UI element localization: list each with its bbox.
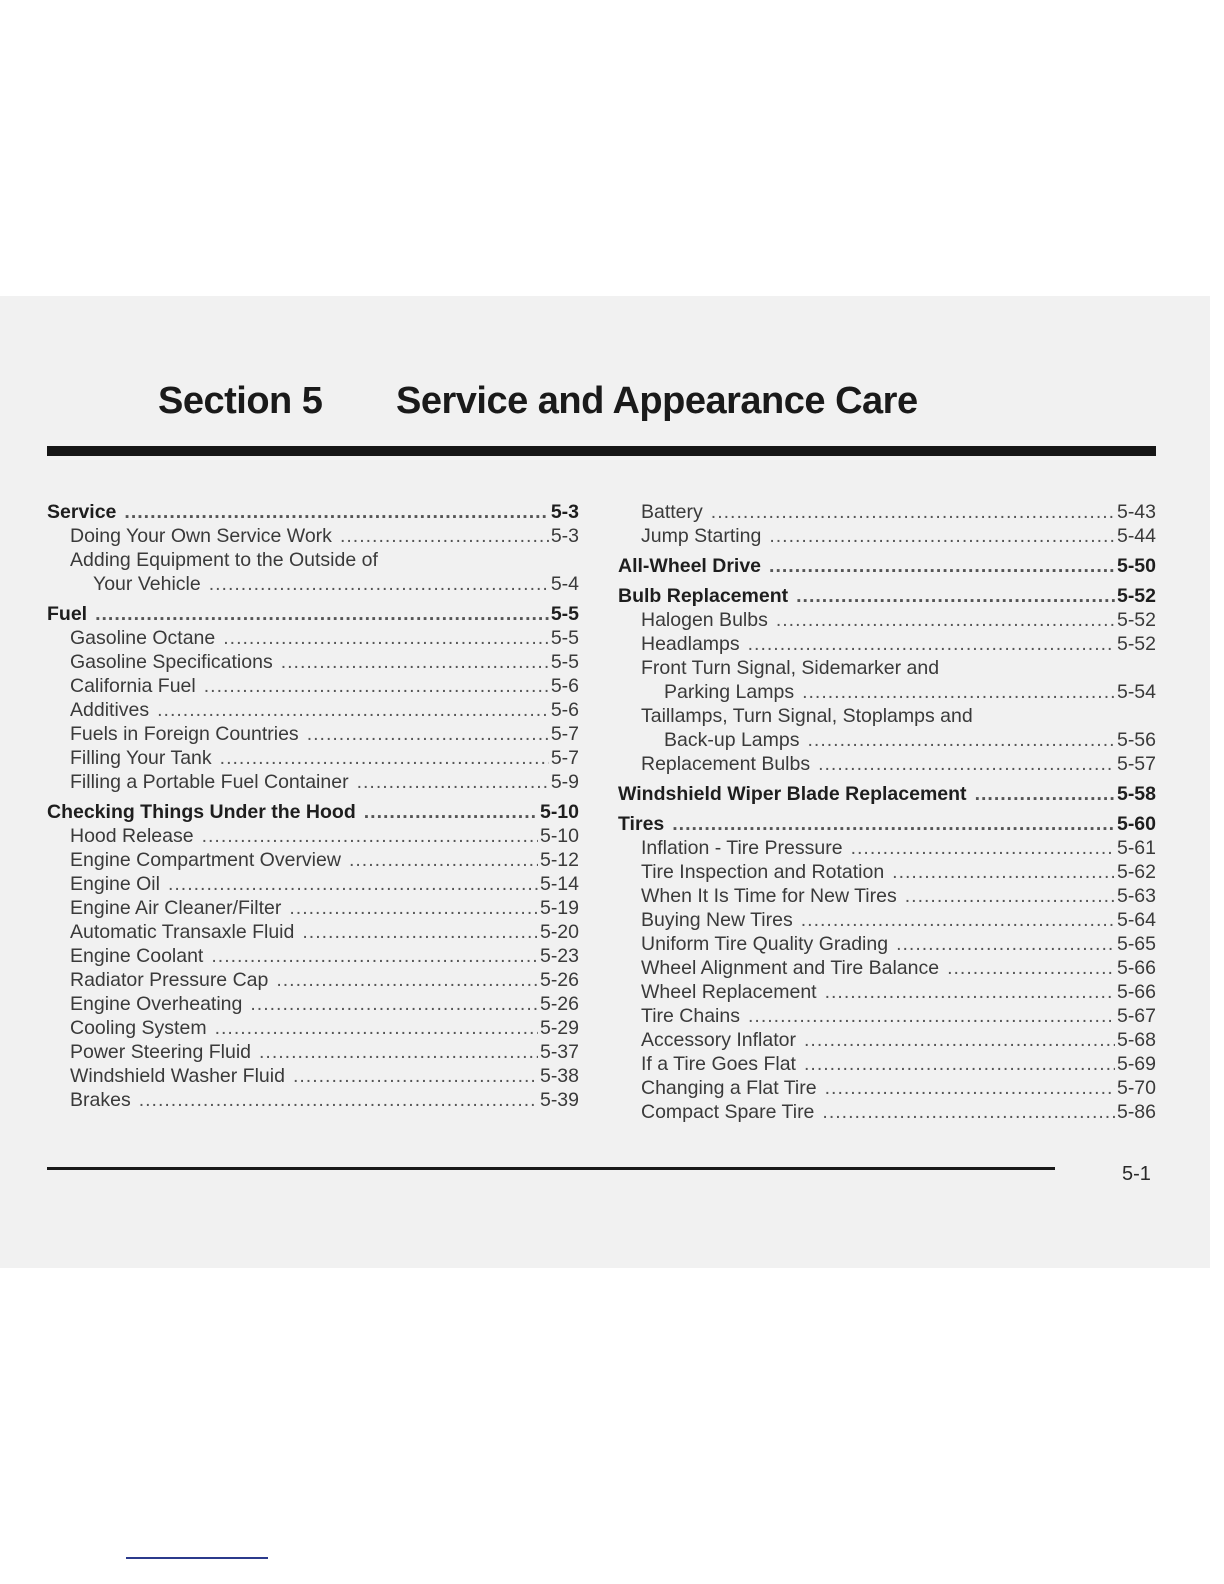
toc-entry[interactable] xyxy=(47,896,579,920)
toc-entry-page: 5-58 xyxy=(1116,783,1156,805)
toc-entry-page: 5-6 xyxy=(550,699,579,721)
toc-entry-label: Battery xyxy=(641,501,703,523)
toc-entry[interactable] xyxy=(618,608,1156,632)
toc-entry[interactable] xyxy=(47,524,579,548)
section-title: Service and Appearance Care xyxy=(396,380,918,422)
dot-leader xyxy=(95,602,549,626)
toc-entry[interactable] xyxy=(47,1064,579,1088)
toc-right-column xyxy=(618,500,1156,1124)
toc-entry-label: Your Vehicle xyxy=(93,573,201,595)
toc-entry-text: Front Turn Signal, Sidemarker and xyxy=(641,657,940,679)
toc-entry-label: Automatic Transaxle Fluid xyxy=(70,921,295,943)
toc-entry-label: Compact Spare Tire xyxy=(641,1101,815,1123)
dot-leader xyxy=(357,770,549,794)
toc-entry[interactable] xyxy=(47,920,579,944)
toc-entry-label: Gasoline Octane xyxy=(70,627,216,649)
toc-entry-label: Buying New Tires xyxy=(641,909,793,931)
toc-entry-label: Brakes xyxy=(70,1089,131,1111)
dot-leader xyxy=(302,920,538,944)
toc-entry-label: Engine Compartment Overview xyxy=(70,849,341,871)
toc-entry[interactable] xyxy=(618,1028,1156,1052)
toc-entry-label: Filling Your Tank xyxy=(70,747,212,769)
toc-entry-label: Back-up Lamps xyxy=(664,729,800,751)
toc-heading-entry[interactable] xyxy=(618,812,1156,836)
toc-entry-page: 5-3 xyxy=(550,501,579,523)
toc-entry[interactable] xyxy=(47,1016,579,1040)
toc-heading-entry[interactable] xyxy=(47,800,579,824)
toc-entry-page: 5-9 xyxy=(550,771,579,793)
dot-leader xyxy=(204,674,549,698)
toc-entry[interactable] xyxy=(618,500,1156,524)
dot-leader xyxy=(776,608,1115,632)
dot-leader xyxy=(223,626,549,650)
toc-entry-page: 5-52 xyxy=(1116,609,1156,631)
dot-leader xyxy=(801,908,1115,932)
toc-entry-page: 5-61 xyxy=(1116,837,1156,859)
toc-entry-page: 5-37 xyxy=(539,1041,579,1063)
toc-entry[interactable] xyxy=(618,728,1156,752)
toc-entry-label: Service xyxy=(47,501,117,523)
toc-entry-label: Inflation - Tire Pressure xyxy=(641,837,843,859)
toc-entry-page: 5-52 xyxy=(1116,633,1156,655)
toc-entry[interactable] xyxy=(618,632,1156,656)
toc-entry[interactable] xyxy=(47,872,579,896)
toc-entry-label: Checking Things Under the Hood xyxy=(47,801,356,823)
toc-entry-page: 5-39 xyxy=(539,1089,579,1111)
dot-leader xyxy=(289,896,538,920)
dot-leader xyxy=(672,812,1115,836)
toc-entry-page: 5-20 xyxy=(539,921,579,943)
toc-entry-page: 5-3 xyxy=(550,525,579,547)
toc-entry[interactable] xyxy=(618,884,1156,908)
toc-entry-page: 5-67 xyxy=(1116,1005,1156,1027)
dot-leader xyxy=(892,860,1115,884)
toc-entry[interactable] xyxy=(47,770,579,794)
toc-entry[interactable] xyxy=(618,752,1156,776)
toc-entry-text: Taillamps, Turn Signal, Stoplamps and xyxy=(641,705,973,727)
toc-entry-label: When It Is Time for New Tires xyxy=(641,885,897,907)
toc-entry-label: Tire Chains xyxy=(641,1005,740,1027)
toc-entry-page: 5-7 xyxy=(550,747,579,769)
dot-leader xyxy=(209,572,549,596)
toc-entry-label: Wheel Alignment and Tire Balance xyxy=(641,957,940,979)
toc-entry-label: Jump Starting xyxy=(641,525,762,547)
dot-leader xyxy=(711,500,1115,524)
heading-rule xyxy=(47,446,1156,456)
toc-entry-label: Hood Release xyxy=(70,825,194,847)
toc-entry-label: Fuel xyxy=(47,603,88,625)
toc-entry-page: 5-65 xyxy=(1116,933,1156,955)
dot-leader xyxy=(211,944,538,968)
toc-entry[interactable] xyxy=(618,680,1156,704)
toc-left-column xyxy=(47,500,579,1112)
toc-entry-page: 5-26 xyxy=(539,969,579,991)
dot-leader xyxy=(340,524,549,548)
dot-leader xyxy=(769,554,1115,578)
dot-leader xyxy=(802,680,1115,704)
dot-leader xyxy=(947,956,1115,980)
toc-entry-label: Headlamps xyxy=(641,633,740,655)
dot-leader xyxy=(905,884,1115,908)
toc-entry[interactable] xyxy=(47,944,579,968)
toc-entry-label: Windshield Washer Fluid xyxy=(70,1065,285,1087)
toc-entry[interactable] xyxy=(47,992,579,1016)
toc-heading-entry[interactable] xyxy=(47,602,579,626)
toc-entry-label: Replacement Bulbs xyxy=(641,753,811,775)
toc-entry-label: If a Tire Goes Flat xyxy=(641,1053,796,1075)
dot-leader xyxy=(796,584,1115,608)
dot-leader xyxy=(818,752,1115,776)
toc-entry-label: Additives xyxy=(70,699,150,721)
dot-leader xyxy=(124,500,548,524)
toc-entry-label: Engine Overheating xyxy=(70,993,243,1015)
toc-entry-label: Radiator Pressure Cap xyxy=(70,969,269,991)
toc-entry-page: 5-14 xyxy=(539,873,579,895)
toc-entry-label: Engine Coolant xyxy=(70,945,204,967)
dot-leader xyxy=(168,872,538,896)
toc-entry-page: 5-44 xyxy=(1116,525,1156,547)
toc-entry-label: Engine Oil xyxy=(70,873,160,895)
toc-entry-label: Wheel Replacement xyxy=(641,981,817,1003)
dot-leader xyxy=(293,1064,538,1088)
toc-heading-entry[interactable] xyxy=(618,584,1156,608)
dot-leader xyxy=(307,722,549,746)
toc-entry[interactable] xyxy=(618,980,1156,1004)
toc-entry-page: 5-86 xyxy=(1116,1101,1156,1123)
dot-leader xyxy=(804,1052,1115,1076)
toc-entry-page: 5-38 xyxy=(539,1065,579,1087)
toc-heading-entry[interactable] xyxy=(47,500,579,524)
toc-entry-page: 5-66 xyxy=(1116,981,1156,1003)
toc-entry[interactable] xyxy=(47,1040,579,1064)
toc-entry-page: 5-19 xyxy=(539,897,579,919)
toc-entry-text: Adding Equipment to the Outside of xyxy=(70,549,378,571)
footer-rule xyxy=(47,1167,1055,1170)
toc-entry-label: Parking Lamps xyxy=(664,681,795,703)
dot-leader xyxy=(748,632,1115,656)
toc-entry-page: 5-50 xyxy=(1116,555,1156,577)
toc-entry[interactable] xyxy=(618,956,1156,980)
toc-entry-page: 5-5 xyxy=(550,651,579,673)
dot-leader xyxy=(364,800,538,824)
dot-leader xyxy=(825,980,1115,1004)
toc-entry-label: Windshield Wiper Blade Replacement xyxy=(618,783,967,805)
dot-leader xyxy=(349,848,538,872)
dot-leader xyxy=(139,1088,538,1112)
toc-entry-page: 5-7 xyxy=(550,723,579,745)
dot-leader xyxy=(220,746,549,770)
toc-entry-label: Uniform Tire Quality Grading xyxy=(641,933,889,955)
toc-entry-page: 5-64 xyxy=(1116,909,1156,931)
dot-leader xyxy=(825,1076,1115,1100)
toc-entry-label: Doing Your Own Service Work xyxy=(70,525,332,547)
toc-entry[interactable] xyxy=(47,626,579,650)
toc-entry[interactable] xyxy=(618,932,1156,956)
dot-leader xyxy=(215,1016,538,1040)
toc-entry-page: 5-6 xyxy=(550,675,579,697)
toc-entry[interactable] xyxy=(618,908,1156,932)
toc-entry[interactable] xyxy=(47,824,579,848)
toc-heading-entry[interactable] xyxy=(618,782,1156,806)
toc-entry-label: Tires xyxy=(618,813,665,835)
toc-entry-page: 5-68 xyxy=(1116,1029,1156,1051)
toc-entry-page: 5-63 xyxy=(1116,885,1156,907)
toc-entry-label: Cooling System xyxy=(70,1017,207,1039)
toc-entry[interactable] xyxy=(618,1076,1156,1100)
toc-entry[interactable] xyxy=(618,836,1156,860)
toc-entry[interactable] xyxy=(618,1004,1156,1028)
toc-entry-page: 5-57 xyxy=(1116,753,1156,775)
toc-entry-label: California Fuel xyxy=(70,675,196,697)
section-number: Section 5 xyxy=(158,380,323,422)
dot-leader xyxy=(748,1004,1115,1028)
toc-entry-page: 5-29 xyxy=(539,1017,579,1039)
toc-entry-page: 5-66 xyxy=(1116,957,1156,979)
toc-entry-page: 5-43 xyxy=(1116,501,1156,523)
dot-leader xyxy=(276,968,538,992)
toc-entry-page: 5-23 xyxy=(539,945,579,967)
toc-entry[interactable] xyxy=(618,1052,1156,1076)
dot-leader xyxy=(822,1100,1115,1124)
toc-entry[interactable] xyxy=(47,572,579,596)
dot-leader xyxy=(157,698,549,722)
toc-entry-page: 5-62 xyxy=(1116,861,1156,883)
toc-entry-label: Accessory Inflator xyxy=(641,1029,796,1051)
toc-entry-page: 5-10 xyxy=(539,801,579,823)
toc-entry-page: 5-56 xyxy=(1116,729,1156,751)
toc-entry-page: 5-10 xyxy=(539,825,579,847)
dot-leader xyxy=(769,524,1115,548)
toc-entry[interactable] xyxy=(47,1088,579,1112)
dot-leader xyxy=(259,1040,538,1064)
toc-entry-page: 5-26 xyxy=(539,993,579,1015)
page-number: 5-1 xyxy=(1122,1163,1151,1185)
toc-entry-page: 5-54 xyxy=(1116,681,1156,703)
toc-entry-page: 5-70 xyxy=(1116,1077,1156,1099)
toc-entry-label: Changing a Flat Tire xyxy=(641,1077,817,1099)
toc-entry[interactable] xyxy=(618,1100,1156,1124)
toc-entry[interactable] xyxy=(47,722,579,746)
toc-entry-page: 5-52 xyxy=(1116,585,1156,607)
toc-entry[interactable] xyxy=(47,746,579,770)
toc-entry-label: Gasoline Specifications xyxy=(70,651,273,673)
dot-leader xyxy=(975,782,1115,806)
toc-entry[interactable] xyxy=(618,860,1156,884)
toc-entry[interactable] xyxy=(47,698,579,722)
toc-entry[interactable] xyxy=(618,524,1156,548)
toc-entry-label: Filling a Portable Fuel Container xyxy=(70,771,349,793)
toc-entry-label: All-Wheel Drive xyxy=(618,555,762,577)
toc-entry[interactable] xyxy=(47,650,579,674)
toc-entry-page: 5-4 xyxy=(550,573,579,595)
toc-entry[interactable] xyxy=(47,968,579,992)
dot-leader xyxy=(250,992,538,1016)
toc-entry[interactable] xyxy=(47,674,579,698)
dot-leader xyxy=(896,932,1115,956)
toc-entry-page: 5-5 xyxy=(550,603,579,625)
dot-leader xyxy=(851,836,1115,860)
toc-entry-label: Power Steering Fluid xyxy=(70,1041,252,1063)
toc-entry[interactable] xyxy=(47,848,579,872)
toc-entry-page: 5-69 xyxy=(1116,1053,1156,1075)
dot-leader xyxy=(807,728,1114,752)
dot-leader xyxy=(804,1028,1115,1052)
toc-entry-label: Halogen Bulbs xyxy=(641,609,768,631)
toc-entry-label: Fuels in Foreign Countries xyxy=(70,723,299,745)
toc-heading-entry[interactable] xyxy=(618,554,1156,578)
stray-link-underline xyxy=(126,1557,268,1559)
toc-entry-page: 5-5 xyxy=(550,627,579,649)
toc-entry-page: 5-60 xyxy=(1116,813,1156,835)
toc-entry-label: Tire Inspection and Rotation xyxy=(641,861,885,883)
toc-entry-label: Engine Air Cleaner/Filter xyxy=(70,897,282,919)
dot-leader xyxy=(281,650,549,674)
toc-entry-label: Bulb Replacement xyxy=(618,585,789,607)
dot-leader xyxy=(202,824,538,848)
toc-entry-page: 5-12 xyxy=(539,849,579,871)
